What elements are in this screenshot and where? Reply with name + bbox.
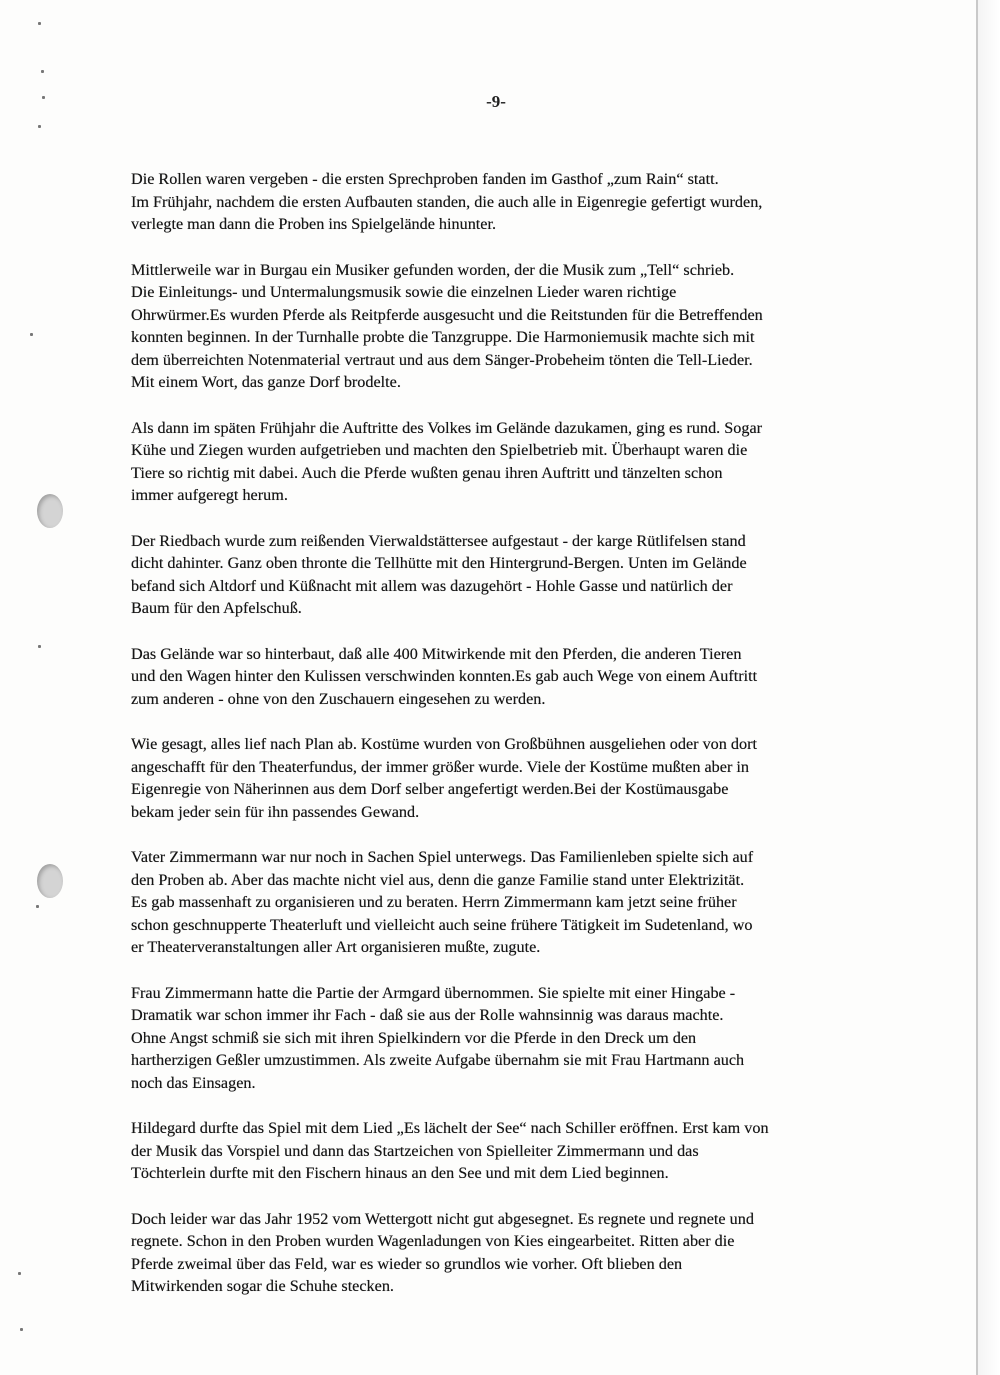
paragraph: Wie gesagt, alles lief nach Plan ab. Kostüme wurden von Großbühnen ausgeliehen oder von dort angeschafft für den Theaterfundus, der immer größer wurde. Viele der Kostüme mußten aber in Eigenregie von Näherinnen aus dem Dorf selber angefertigt werden.Bei der Kostümausgabe bekam jeder sein für ihn passendes Gewand. <box>131 735 757 821</box>
paragraph: Als dann im späten Frühjahr die Auftritte des Volkes im Gelände dazukamen, ging es rund. Sogar Kühe und Ziegen wurden aufgetrieben und machten den Spielbetrieb mit. Überhaupt waren die Tiere so richtig mit dabei. Auch die Pferde wußten genau ihren Auftritt und tänzelten schon immer aufgeregt herum. <box>131 418 763 504</box>
paragraph: Doch leider war das Jahr 1952 vom Wettergott nicht gut abgesegnet. Es regnete und regnete und regnete. Schon in den Proben wurden Wagenladungen von Kies eingearbeitet. Ritten aber die Pferde zweimal über das Feld, war es wieder so grundlos wie vorher. Oft blieben den Mitwirkenden sogar die Schuhe stecken. <box>131 1209 754 1295</box>
scan-speck <box>30 333 33 336</box>
paragraph: Der Riedbach wurde zum reißenden Vierwaldstättersee aufgestaut - der karge Rütlifelsen stand dicht dahinter. Ganz oben thronte die Tellhütte mit den Hintergrund-Bergen. Unten im Gelände befand sich Altdorf und Küßnacht mit allem was dazugehört - Hohle Gasse und natürlich der Baum für den Apfelschuß. <box>131 531 747 617</box>
paragraph: Mittlerweile war in Burgau ein Musiker gefunden worden, der die Musik zum „Tell“ schrieb. Die Einleitungs- und Untermalungsmusik sowie die einzelnen Lieder waren richtige Ohrwürmer.Es wurden Pferde als Reitpferde ausgesucht und die Reitstunden für die Betreffenden konnten beginnen. In der Turnhalle probte die Tanzgruppe. Die Harmoniemusik machte sich mit dem überreichten Notenmaterial vertraut und aus dem Sänger-Probeheim tönten die Tell-Lieder. Mit einem Wort, das ganze Dorf brodelte. <box>131 260 763 391</box>
scan-speck <box>38 22 41 25</box>
paper-edge-shadow <box>978 0 1000 1375</box>
scan-speck <box>36 905 39 908</box>
scan-speck <box>18 1272 21 1275</box>
page-number: -9- <box>486 92 506 111</box>
scan-speck <box>41 70 44 73</box>
scan-speck <box>42 96 45 99</box>
paragraph: Frau Zimmermann hatte die Partie der Armgard übernommen. Sie spielte mit einer Hingabe - Dramatik war schon immer ihr Fach - daß sie aus der Rolle wahnsinnig was daraus machte. Ohne Angst schmiß sie sich mit ihren Spielkindern vor die Pferde in den Dreck um den hartherzigen Geßler umzustimmen. Als zweite Aufgabe übernahm sie mit Frau Hartmann auch noch das Einsagen. <box>131 983 745 1092</box>
paragraph: Vater Zimmermann war nur noch in Sachen Spiel unterwegs. Das Familienleben spielte sich auf den Proben ab. Aber das machte nicht viel aus, denn die ganze Familie stand unter Elektrizität. Es gab massenhaft zu organisieren und zu beraten. Herrn Zimmermann kam jetzt seine früher schon geschnupperte Theaterluft und vielleicht auch seine frühere Tätigkeit im Sudetenland, wo er Theaterveranstaltungen aller Art organisieren mußte, zugute. <box>131 848 754 956</box>
punch-hole-upper <box>37 494 63 528</box>
paragraph: Die Rollen waren vergeben - die ersten Sprechproben fanden im Gasthof „zum Rain“ statt. Im Frühjahr, nachdem die ersten Aufbauten standen, die auch alle in Eigenregie gefertigt wurden, verlegte man dann die Proben ins Spielgelände hinunter. <box>131 170 763 233</box>
punch-hole-lower <box>37 864 63 898</box>
scan-speck <box>38 645 41 648</box>
scan-speck <box>20 1328 23 1331</box>
paragraph: Das Gelände war so hinterbaut, daß alle 400 Mitwirkende mit den Pferden, die anderen Tieren und den Wagen hinter den Kulissen verschwinden konnten.Es gab auch Wege von einem Auftritt zum anderen - ohne von den Zuschauern eingesehen zu werden. <box>131 644 758 708</box>
paper-edge-line <box>976 0 978 1375</box>
body-text <box>131 168 901 1321</box>
paragraph: Hildegard durfte das Spiel mit dem Lied „Es lächelt der See“ nach Schiller eröffnen. Erst kam von der Musik das Vorspiel und dann das Startzeichen von Spielleiter Zimmermann und das Töchterlein durfte mit den Fischern hinaus an den See und mit dem Lied beginnen. <box>131 1119 769 1182</box>
scan-speck <box>38 125 41 128</box>
